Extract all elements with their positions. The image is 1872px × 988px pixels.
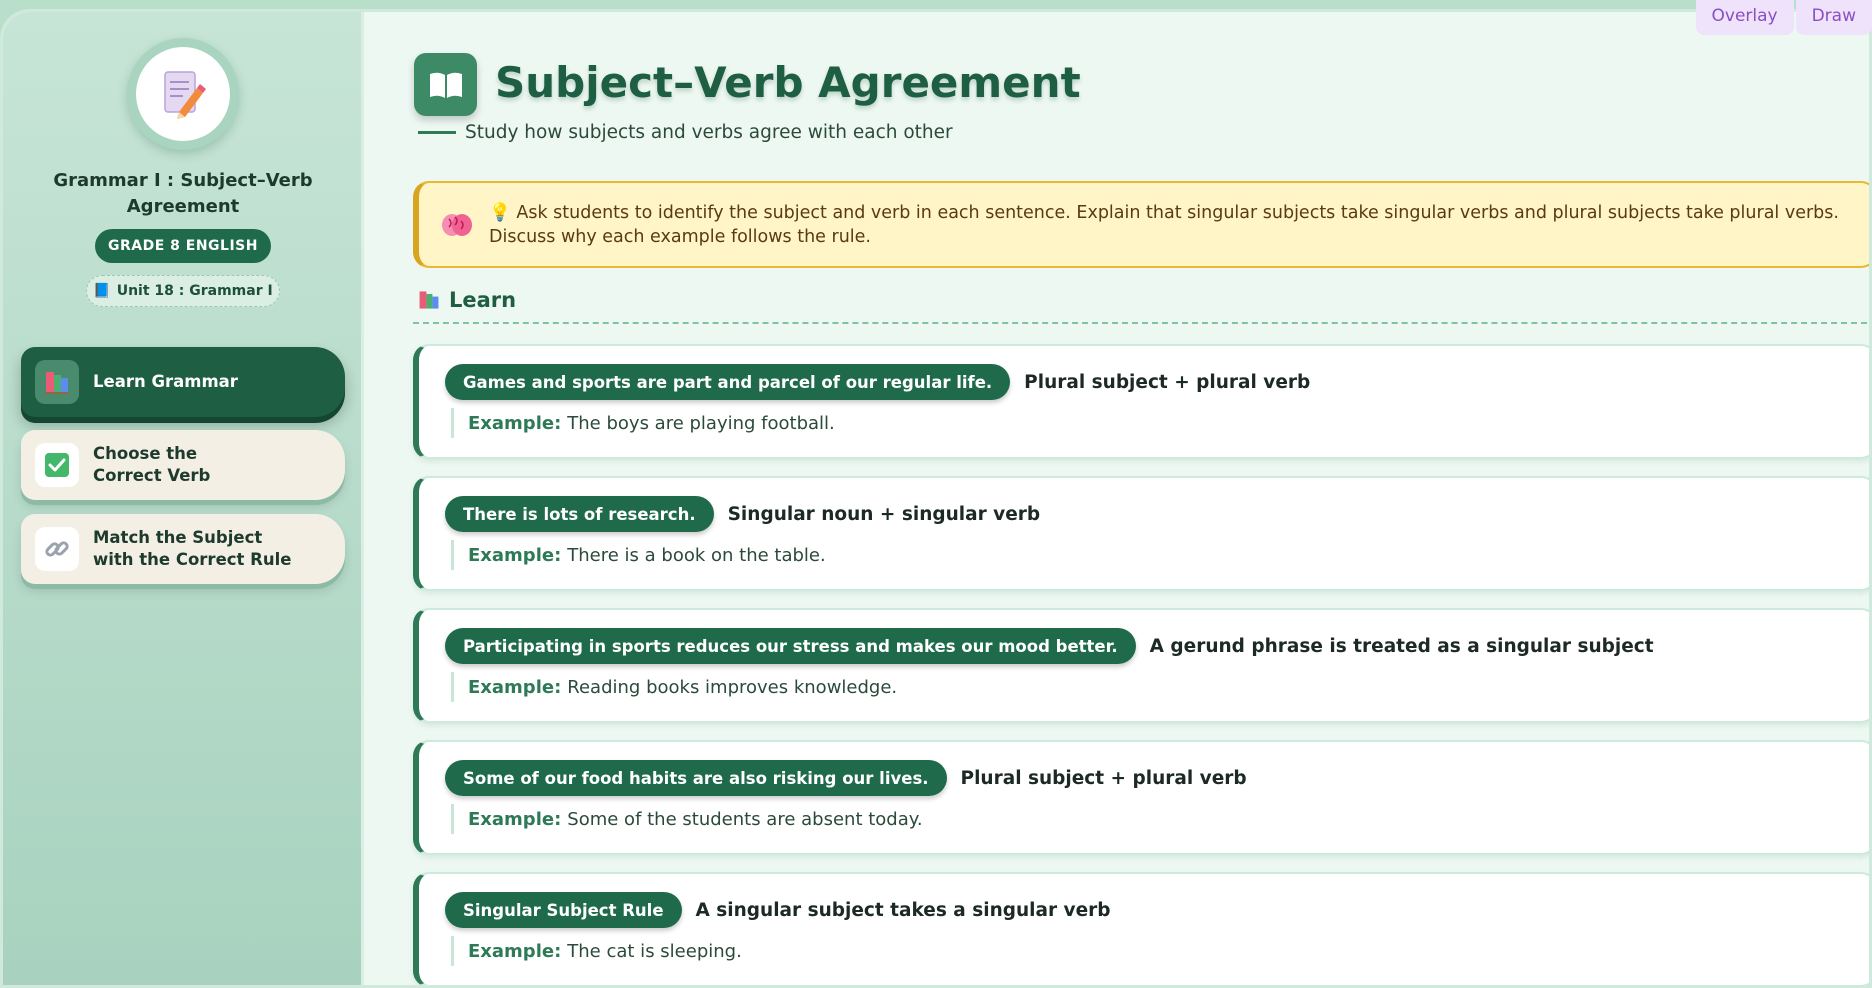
- sidebar-item-label: Match the Subject with the Correct Rule: [93, 528, 292, 569]
- subtitle-accent: [418, 131, 456, 134]
- sidebar-item-choose-verb[interactable]: [21, 430, 345, 500]
- rule-text: A gerund phrase is treated as a singular subject: [1149, 635, 1654, 657]
- sentence-pill: Games and sports are part and parcel of our regular life.: [445, 364, 1010, 400]
- example-text: There is a book on the table.: [567, 544, 826, 566]
- page-subtitle: Study how subjects and verbs agree with each other: [465, 122, 953, 143]
- example-line: [451, 804, 923, 834]
- grammar-card: [413, 872, 1872, 987]
- grammar-card: [413, 608, 1872, 723]
- sentence-pill: Some of our food habits are also risking our lives.: [445, 760, 947, 796]
- books-icon: [417, 288, 441, 312]
- app-frame: [0, 9, 1872, 988]
- sidebar-item-label: Learn Grammar: [93, 372, 238, 391]
- notepad-pencil-icon: [159, 68, 207, 120]
- example-line: [451, 672, 897, 702]
- teacher-note-text: 💡 Ask students to identify the subject and verb in each sentence. Explain that singular subjects take singular verbs and plural subjects take plural verbs. Discuss why each example follows the rule.: [489, 202, 1839, 247]
- example-label: Example:: [468, 940, 562, 962]
- example-label: Example:: [468, 544, 562, 566]
- grammar-card-list: [413, 344, 1872, 988]
- learn-heading: [417, 288, 516, 312]
- example-label: Example:: [468, 808, 562, 830]
- sentence-pill: There is lots of research.: [445, 496, 714, 532]
- rule-text: Singular noun + singular verb: [727, 503, 1041, 525]
- example-line: [451, 408, 835, 438]
- overlay-button[interactable]: Overlay: [1696, 0, 1794, 35]
- book-icon: 📘: [93, 283, 111, 299]
- grammar-card: [413, 344, 1872, 459]
- main-content: [367, 12, 1869, 985]
- link-icon: [35, 527, 79, 571]
- page-title: Subject–Verb Agreement: [495, 58, 1081, 107]
- teacher-note: [413, 181, 1872, 268]
- avatar: [127, 38, 239, 150]
- sidebar-item-learn-grammar[interactable]: [21, 347, 345, 417]
- course-title: Grammar I : Subject–Verb Agreement: [53, 170, 313, 217]
- example-line: [451, 540, 826, 570]
- checkbox-icon: [35, 443, 79, 487]
- unit-chip: [86, 275, 280, 307]
- open-book-icon: [414, 53, 477, 116]
- divider: [413, 322, 1872, 324]
- example-label: Example:: [468, 412, 562, 434]
- sidebar-item-label: Choose the Correct Verb: [93, 444, 211, 485]
- sidebar: [3, 12, 364, 985]
- brain-icon: [441, 211, 473, 239]
- rule-text: Plural subject + plural verb: [1024, 371, 1311, 393]
- draw-button[interactable]: Draw: [1796, 0, 1872, 35]
- sentence-pill: Singular Subject Rule: [445, 892, 682, 928]
- sidebar-item-match-subject[interactable]: [21, 514, 345, 584]
- rule-text: Plural subject + plural verb: [960, 767, 1247, 789]
- learn-heading-label: Learn: [449, 288, 517, 312]
- unit-label: Unit 18 : Grammar I: [116, 283, 273, 299]
- top-tools: [1696, 0, 1872, 35]
- example-text: Reading books improves knowledge.: [567, 676, 898, 698]
- sentence-pill: Participating in sports reduces our stress and makes our mood better.: [445, 628, 1136, 664]
- example-label: Example:: [468, 676, 562, 698]
- books-icon: [35, 360, 79, 404]
- example-text: Some of the students are absent today.: [567, 808, 923, 830]
- grade-badge: GRADE 8 ENGLISH: [95, 229, 271, 263]
- grammar-card: [413, 476, 1872, 591]
- rule-text: A singular subject takes a singular verb: [695, 899, 1111, 921]
- example-text: The cat is sleeping.: [567, 940, 742, 962]
- example-line: [451, 936, 742, 966]
- grammar-card: [413, 740, 1872, 855]
- example-text: The boys are playing football.: [567, 412, 835, 434]
